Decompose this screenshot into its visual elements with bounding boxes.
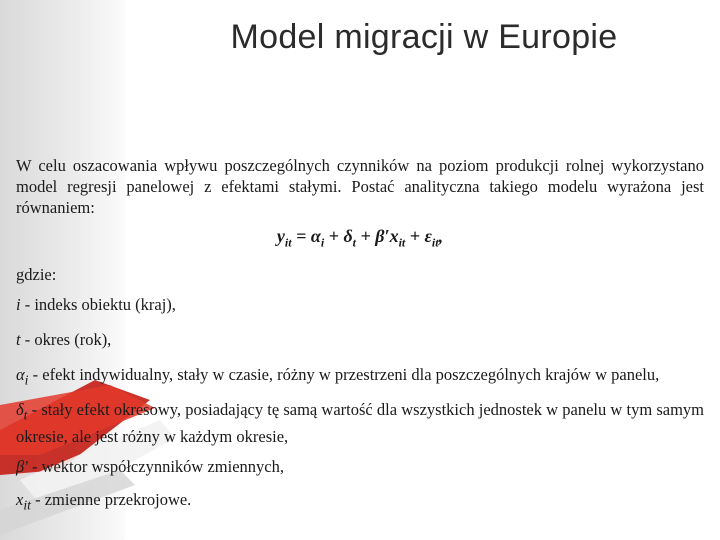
eq-delta: δ — [343, 226, 353, 246]
eq-y-sub: it — [284, 235, 292, 250]
eq-epsilon: ε — [424, 226, 432, 246]
definition-item — [16, 489, 704, 515]
def-symbol: δ — [16, 400, 24, 420]
def-symbol-sub: t — [23, 407, 28, 423]
eq-beta-x-sub: it — [398, 235, 406, 250]
definition-item — [16, 364, 704, 390]
eq-comma: , — [438, 226, 444, 246]
slide-title: Model migracji w Europie — [230, 18, 618, 56]
def-text: - stały efekt okresowy, posiadający tę samą wartość dla wszystkich jednostek w panelu w tym samym okresie, ale jest różny w każdym okresie, — [16, 400, 704, 446]
def-symbol: α — [16, 365, 25, 385]
def-symbol-sub: i — [24, 372, 29, 388]
regression-equation — [16, 226, 704, 254]
eq-alpha: α — [310, 226, 321, 246]
def-text: - okres (rok), — [20, 329, 112, 349]
slide-content — [16, 155, 704, 522]
eq-equals: = — [291, 226, 311, 246]
eq-plus-2: + — [356, 226, 376, 246]
def-symbol-sub: it — [23, 497, 31, 513]
eq-plus-3: + — [405, 226, 425, 246]
where-label: gdzie: — [16, 264, 57, 284]
def-symbol: t — [16, 329, 21, 349]
eq-alpha-sub: i — [320, 235, 325, 250]
eq-epsilon-sub: it — [431, 235, 439, 250]
eq-plus-1: + — [324, 226, 344, 246]
def-symbol: β′ — [16, 456, 28, 476]
definition-item — [16, 329, 704, 355]
eq-y: y — [276, 226, 285, 246]
def-symbol: x — [16, 490, 24, 510]
intro-paragraph: W celu oszacowania wpływu poszczególnych czynników na poziom produkcji rolnej wykorzystano model regresji panelowej z efektami stałymi. Postać analityczna takiego modelu wyrażona jest równaniem: — [16, 156, 704, 217]
def-symbol: i — [16, 294, 21, 314]
eq-beta-x: β′x — [375, 226, 399, 246]
definition-item — [16, 294, 704, 320]
def-text: - indeks obiektu (kraj), — [20, 294, 176, 314]
eq-delta-sub: t — [352, 235, 357, 250]
def-text: - wektor współczynników zmiennych, — [27, 456, 284, 476]
definition-item — [16, 399, 704, 446]
definition-item — [16, 456, 704, 482]
def-text: - efekt indywidualny, stały w czasie, różny w przestrzeni dla poszczególnych krajów w panelu, — [28, 365, 660, 385]
def-text: - zmienne przekrojowe. — [30, 490, 192, 510]
